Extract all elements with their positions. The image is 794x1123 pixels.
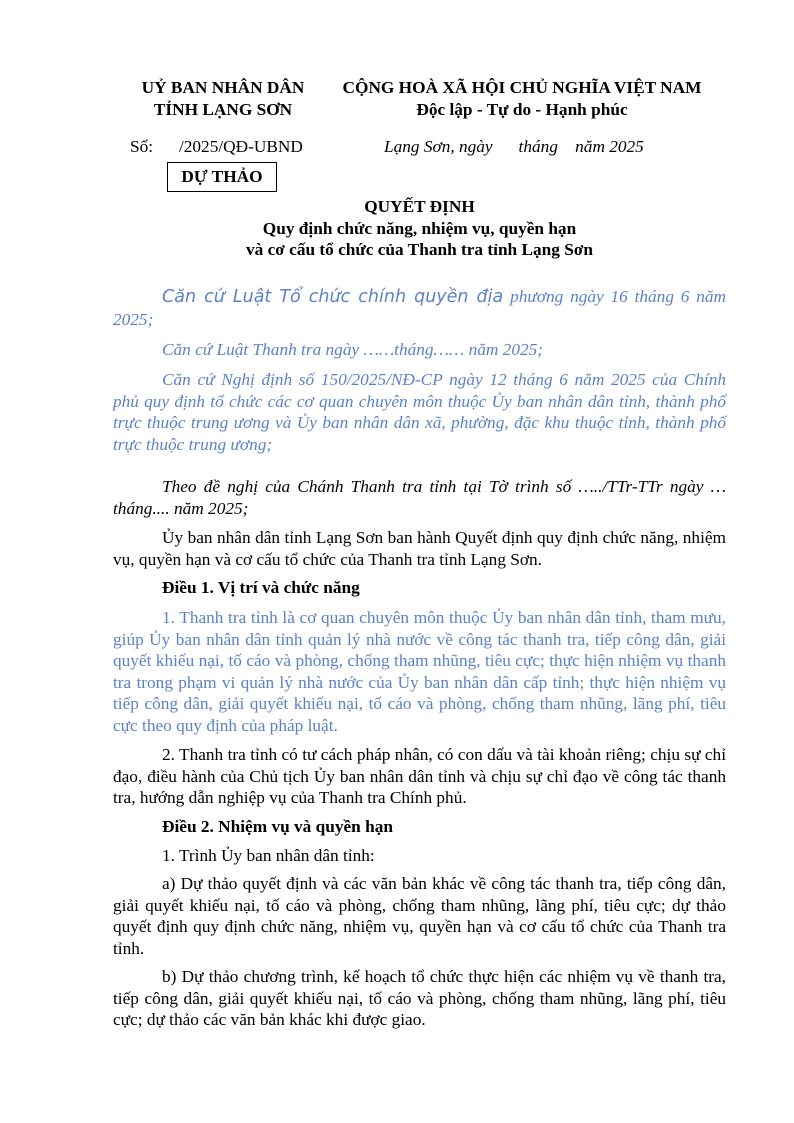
article-1-clause-2: 2. Thanh tra tỉnh có tư cách pháp nhân, có con dấu và tài khoản riêng; chịu sự chỉ đạo, điều hành của Chủ tịch Ủy ban nhân dân tỉnh và chịu sự chỉ đạo về công tác thanh tra, hướng dẫn nghiệp vụ của Thanh tra Chính phủ. bbox=[113, 745, 726, 807]
legal-basis-2: Căn cứ Luật Thanh tra ngày ……tháng…… năm 2025; bbox=[162, 340, 543, 359]
article-1-clause-1: 1. Thanh tra tỉnh là cơ quan chuyên môn thuộc Ủy ban nhân dân tỉnh, tham mưu, giúp Ủy ban nhân dân tỉnh quản lý nhà nước về công tác thanh tra, tiếp công dân, giải quyết khiếu nại, tố cáo và phòng, chống tham nhũng, tiêu cực; thực hiện nhiệm vụ thanh tra trong phạm vi quản lý nhà nước của Ủy ban nhân dân cấp tỉnh; thực hiện nhiệm vụ tiếp công dân, giải quyết khiếu nại, tố cáo và phòng, chống tham nhũng, lãng phí, tiêu cực theo quy định của pháp luật. bbox=[113, 608, 726, 735]
article-2-point-b: b) Dự thảo chương trình, kế hoạch tổ chức thực hiện các nhiệm vụ về thanh tra, tiếp công dân, giải quyết khiếu nại, tố cáo và phòng, chống tham nhũng, lãng phí, tiêu cực; dự thảo các văn bản khác khi được giao. bbox=[113, 967, 726, 1029]
title-line-3: và cơ cấu tổ chức của Thanh tra tỉnh Lạng Sơn bbox=[245, 240, 594, 259]
agency-line-1: UỶ BAN NHÂN DÂN bbox=[141, 78, 305, 97]
place-date: Lạng Sơn, ngày tháng năm 2025 bbox=[384, 137, 644, 156]
article-2-clause-1: 1. Trình Ủy ban nhân dân tỉnh: bbox=[162, 846, 375, 865]
proposal-basis: Theo đề nghị của Chánh Thanh tra tỉnh tại Tờ trình số …../TTr-TTr ngày … tháng.... năm 2025; bbox=[113, 477, 726, 518]
draft-stamp bbox=[167, 162, 277, 192]
article-2-point-a: a) Dự thảo quyết định và các văn bản khác về công tác thanh tra, tiếp công dân, giải quyết khiếu nại, tố cáo và phòng, chống tham nhũng, lãng phí, tiêu cực; dự thảo quyết định quy định chức năng, nhiệm vụ, quyền hạn và cơ cấu tổ chức của Thanh tra tỉnh. bbox=[113, 874, 726, 958]
agency-name bbox=[113, 77, 333, 121]
decision-title bbox=[113, 196, 726, 261]
agency-line-2: TỈNH LẠNG SƠN bbox=[153, 100, 293, 119]
issuance-statement: Ủy ban nhân dân tỉnh Lạng Sơn ban hành Quyết định quy định chức năng, nhiệm vụ, quyền hạn và cơ cấu tổ chức của Thanh tra tỉnh Lạng Sơn. bbox=[113, 528, 726, 569]
title-line-1: QUYẾT ĐỊNH bbox=[364, 197, 475, 216]
legal-basis-1-lead: Căn cứ Luật Tổ chức chính quyền địa bbox=[162, 287, 504, 307]
document-number: Số: /2025/QĐ-UBND bbox=[130, 137, 303, 156]
title-line-2: Quy định chức năng, nhiệm vụ, quyền hạn bbox=[262, 218, 577, 238]
national-motto bbox=[330, 77, 714, 121]
legal-basis-1 bbox=[113, 286, 726, 330]
legal-basis-1-rest: phương ngày 16 tháng 6 năm 2025; bbox=[113, 287, 726, 329]
legal-basis-3: Căn cứ Nghị định số 150/2025/NĐ-CP ngày 12 tháng 6 năm 2025 của Chính phủ quy định tổ chức các cơ quan chuyên môn thuộc Ủy ban nhân dân tỉnh, thành phố trực thuộc trung ương và Ủy ban nhân dân xã, phường, đặc khu thuộc tỉnh, thành phố trực thuộc trung ương; bbox=[113, 370, 726, 454]
nation-line-2: Độc lập - Tự do - Hạnh phúc bbox=[416, 100, 628, 119]
draft-label: DỰ THẢO bbox=[181, 167, 263, 186]
article-2-heading: Điều 2. Nhiệm vụ và quyền hạn bbox=[162, 817, 393, 836]
nation-line-1: CỘNG HOÀ XÃ HỘI CHỦ NGHĨA VIỆT NAM bbox=[342, 78, 702, 97]
article-1-heading: Điều 1. Vị trí và chức năng bbox=[162, 578, 360, 597]
